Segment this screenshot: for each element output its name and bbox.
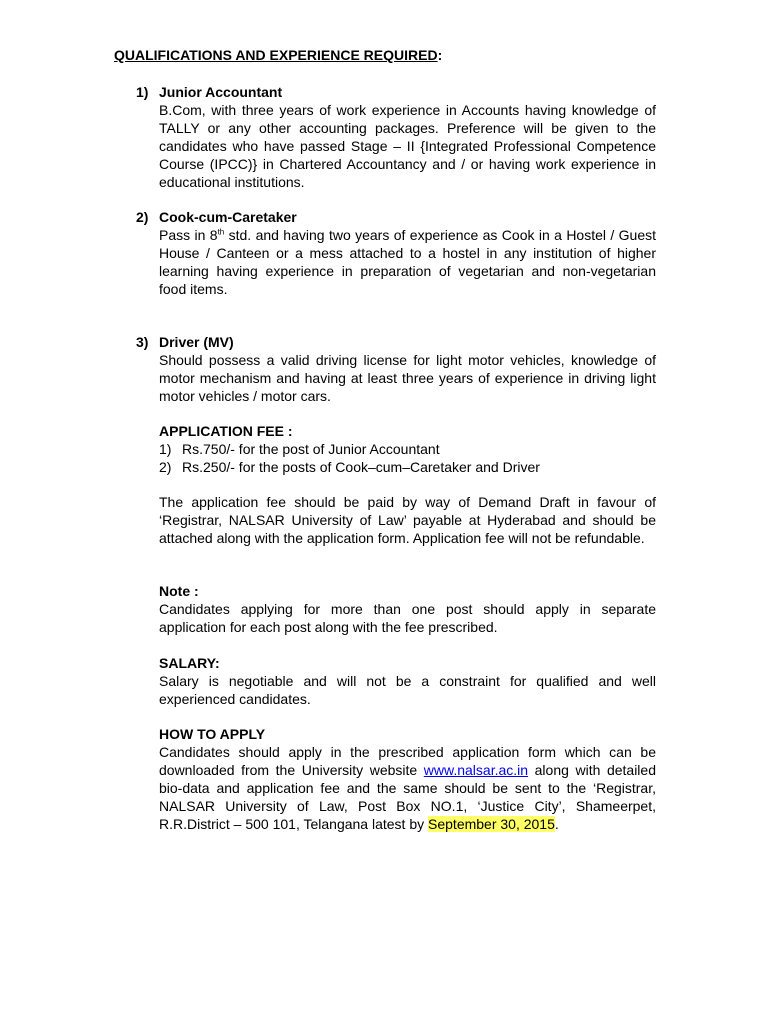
post-description-rest: std. and having two years of experience as Cook in a Hostel / Guest House / Canteen or a mess attached to a hostel in any institution of higher learning having experience in preparation of vegetarian and non-vegetarian food items. — [159, 227, 656, 297]
post-title: Cook-cum-Caretaker — [159, 209, 297, 225]
fee-item-number: 1) — [159, 441, 172, 457]
note-section — [159, 582, 656, 636]
post-driver — [159, 333, 656, 405]
post-number: 2) — [136, 209, 149, 225]
post-number: 1) — [136, 84, 149, 100]
post-title: Driver (MV) — [159, 334, 234, 350]
salary-section — [159, 654, 656, 708]
apply-text-start: Candidates should apply in the prescribed application form which can be downloaded from the University website — [159, 744, 656, 778]
apply-text — [159, 744, 656, 832]
how-to-apply-section — [159, 725, 656, 833]
apply-text-end: . — [554, 816, 559, 832]
post-description — [159, 227, 656, 297]
post-number: 3) — [136, 334, 149, 350]
post-description: B.Com, with three years of work experience in Accounts having knowledge of TALLY or any other accounting packages. Preference will be given to the candidates who have passed Stage – II {Integrated Professional Competence Course (IPCC)} in Chartered Accountancy and / or having work experience in educational institutions. — [159, 102, 656, 190]
salary-title: SALARY: — [159, 655, 220, 671]
note-title: Note : — [159, 583, 199, 599]
post-description: Should possess a valid driving license for light motor vehicles, knowledge of motor mechanism and having at least three years of experience in driving light motor vehicles / motor cars. — [159, 352, 656, 404]
page-heading — [114, 46, 442, 64]
heading-text: QUALIFICATIONS AND EXPERIENCE REQUIRED — [114, 47, 438, 63]
fee-item-text: Rs.750/- for the post of Junior Accountant — [182, 441, 440, 457]
heading-colon: : — [437, 47, 443, 63]
fee-item-number: 2) — [159, 459, 172, 475]
application-fee-section — [159, 422, 656, 476]
ordinal-suffix: th — [217, 227, 225, 237]
university-website-link[interactable]: www.nalsar.ac.in — [423, 762, 529, 778]
post-description-start: Pass in 8 — [159, 227, 218, 243]
apply-title: HOW TO APPLY — [159, 726, 266, 742]
apply-text-middle: along with detailed bio-data and application fee and the same should be sent to the ‘Registrar, NALSAR University of Law, Post Box NO.1, ‘Justice City’, Shameerpet, R.R.District – 500 101, Telangana latest by — [159, 762, 656, 832]
note-text: Candidates applying for more than one post should apply in separate application for each post along with the fee prescribed. — [159, 601, 656, 635]
post-cook-cum-caretaker — [159, 208, 656, 298]
post-title: Junior Accountant — [159, 84, 283, 100]
fee-payment-text: The application fee should be paid by way of Demand Draft in favour of ‘Registrar, NALSAR University of Law’ payable at Hyderabad and should be attached along with the application form. Application fee will not be refundable. — [159, 494, 656, 546]
salary-text: Salary is negotiable and will not be a constraint for qualified and well experienced candidates. — [159, 673, 656, 707]
post-junior-accountant — [159, 83, 656, 191]
fee-item-text: Rs.250/- for the posts of Cook–cum–Caretaker and Driver — [182, 459, 540, 475]
fee-item — [159, 440, 656, 458]
fee-title: APPLICATION FEE : — [159, 423, 293, 439]
fee-item — [159, 458, 656, 476]
deadline-highlight: September 30, 2015 — [428, 816, 555, 832]
